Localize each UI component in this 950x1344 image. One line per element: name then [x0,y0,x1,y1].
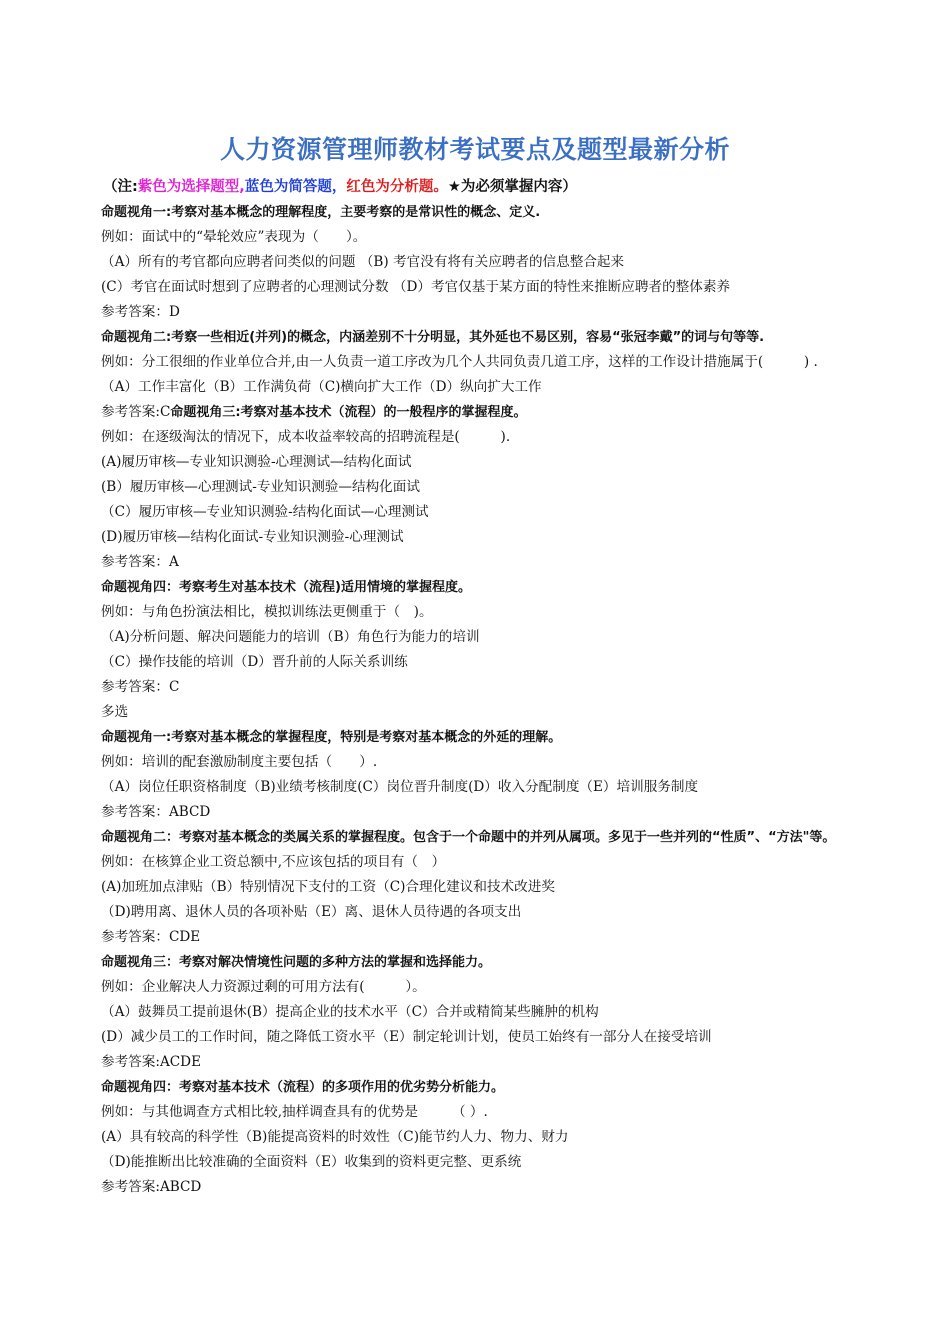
text-line [101,400,901,425]
line-text: 参考答案:ABCD [101,1179,202,1195]
text-line [101,450,901,475]
text-line [101,850,901,875]
line-text: 命题视角一:考察对基本概念的掌握程度，特别是考察对基本概念的外延的理解。 [101,730,562,745]
section-heading [101,200,901,225]
line-text: 命题视角二：考察对基本概念的类属关系的掌握程度。包含于一个命题中的并列从属项。多见于一些并列的“性质”、“方法"等。 [101,830,836,845]
line-text: (D)履历审核—结构化面试-专业知识测验-心理测试 [101,529,404,545]
line-text: （A）所有的考官都向应聘者问类似的问题 （B) 考官没有将有关应聘者的信息整合起来 [101,254,625,270]
line-text: (B）履历审核—心理测试-专业知识测验—结构化面试 [101,479,420,495]
text-line [101,625,901,650]
text-line [101,1000,901,1025]
line-text: （D)聘用离、退休人员的各项补贴（E）离、退休人员待遇的各项支出 [101,904,522,920]
document-body [101,175,901,1200]
line-text: （A)分析问题、解决问题能力的培训（B）角色行为能力的培训 [101,629,480,645]
line-text: 例如：面试中的“晕轮效应”表现为（ ）。 [101,229,367,245]
text-line [101,900,901,925]
page-title: 人力资源管理师教材考试要点及题型最新分析 [219,135,730,164]
text-line [101,675,901,700]
line-text: 例如：企业解决人力资源过剩的可用方法有( ）。 [101,979,426,995]
text-line [101,425,901,450]
line-text: 命题视角四：考察对基本技术（流程）的多项作用的优劣势分析能力。 [101,1080,505,1095]
line-text: 例如：与其他调查方式相比较,抽样调查具有的优势是 （ ）. [101,1104,488,1120]
note-open: （注: [103,179,138,195]
text-line [101,1025,901,1050]
text-line [101,550,901,575]
note-red: 红色为分析题。 [346,179,448,195]
line-text: 例如：在逐级淘汰的情况下，成本收益率较高的招聘流程是( ). [101,429,511,445]
section-heading [101,325,901,350]
section-heading [101,575,901,600]
line-text: (D）减少员工的工作时间，随之降低工资水平（E）制定轮训计划，使员工始终有一部分人在接受培训 [101,1029,712,1045]
line-text: 参考答案:ACDE [101,1054,201,1070]
text-line [101,250,901,275]
line-text: 参考答案：C [101,679,180,695]
line-text: 例如：与角色扮演法相比，模拟训练法更侧重于（ )。 [101,604,433,620]
text-line [101,225,901,250]
line-text: 命题视角三：考察对解决情境性问题的多种方法的掌握和选择能力。 [101,955,492,970]
text-line [101,500,901,525]
line-text: （D)能推断出比较准确的全面资料（E）收集到的资料更完整、更系统 [101,1154,522,1170]
text-line [101,1175,901,1200]
text-line [101,650,901,675]
text-line [101,800,901,825]
text-line [101,700,901,725]
text-line [101,375,901,400]
line-text: （A）工作丰富化（B）工作满负荷（C)横向扩大工作（D）纵向扩大工作 [101,379,542,395]
question-lines [101,200,901,1200]
text-line [101,775,901,800]
line-text: 例如：在核算企业工资总额中,不应该包括的项目有（ ） [101,854,446,870]
line-text: 参考答案：CDE [101,929,201,945]
line-text: 参考答案：ABCD [101,804,211,820]
text-line [101,925,901,950]
line-text: 参考答案：A [101,554,179,570]
text-line [101,750,901,775]
text-line [101,875,901,900]
color-legend-note [103,175,901,200]
text-line [101,350,901,375]
text-line [101,1050,901,1075]
note-blue: 蓝色为简答题， [244,179,347,195]
section-heading [101,825,901,850]
line-text: （C）操作技能的培训（D）晋升前的人际关系训练 [101,654,408,670]
line-text: 参考答案:C [101,404,171,420]
line-text: 命题视角二:考察一些相近(并列)的概念，内涵差别不十分明显，其外延也不易区别，容易“张冠李戴”的词与句等等. [101,330,765,345]
section-heading-inline: 命题视角三:考察对基本技术（流程）的一般程序的掌握程度。 [170,405,527,420]
text-line [101,275,901,300]
text-line [101,1125,901,1150]
text-line [101,475,901,500]
line-text: (A）具有较高的科学性（B)能提高资料的时效性（C)能节约人力、物力、财力 [101,1129,569,1145]
line-text: (C）考官在面试时想到了应聘者的心理测试分数 （D）考官仅基于某方面的特性来推断应聘者的整体素养 [101,279,731,295]
text-line [101,300,901,325]
text-line [101,600,901,625]
line-text: 多选 [101,704,129,720]
line-text: （A）鼓舞员工提前退休(B）提高企业的技术水平（C）合并或精简某些臃肿的机构 [101,1004,599,1020]
line-text: 例如：分工很细的作业单位合并,由一人负责一道工序改为几个人共同负责几道工序，这样的工作设计措施属于( ) . [101,354,818,370]
section-heading [101,1075,901,1100]
line-text: 命题视角一:考察对基本概念的理解程度，主要考察的是常识性的概念、定义. [101,205,541,220]
text-line [101,975,901,1000]
line-text: (A)履历审核—专业知识测验-心理测试—结构化面试 [101,454,412,470]
text-line [101,1150,901,1175]
line-text: (A)加班加点津贴（B）特别情况下支付的工资（C)合理化建议和技术改进奖 [101,879,555,895]
text-line [101,525,901,550]
line-text: 参考答案：D [101,304,180,320]
note-rest: ★为必须掌握内容） [447,179,577,195]
line-text: （C）履历审核—专业知识测验-结构化面试—心理测试 [101,504,429,520]
line-text: （A）岗位任职资格制度（B)业绩考核制度(C）岗位晋升制度(D）收入分配制度（E）培训服务制度 [101,779,699,795]
line-text: 命题视角四：考察考生对基本技术（流程)适用情境的掌握程度。 [101,580,471,595]
section-heading [101,725,901,750]
note-purple: 紫色为选择题型, [137,179,245,195]
section-heading [101,950,901,975]
text-line [101,1100,901,1125]
line-text: 例如：培训的配套激励制度主要包括（ ）. [101,754,378,770]
